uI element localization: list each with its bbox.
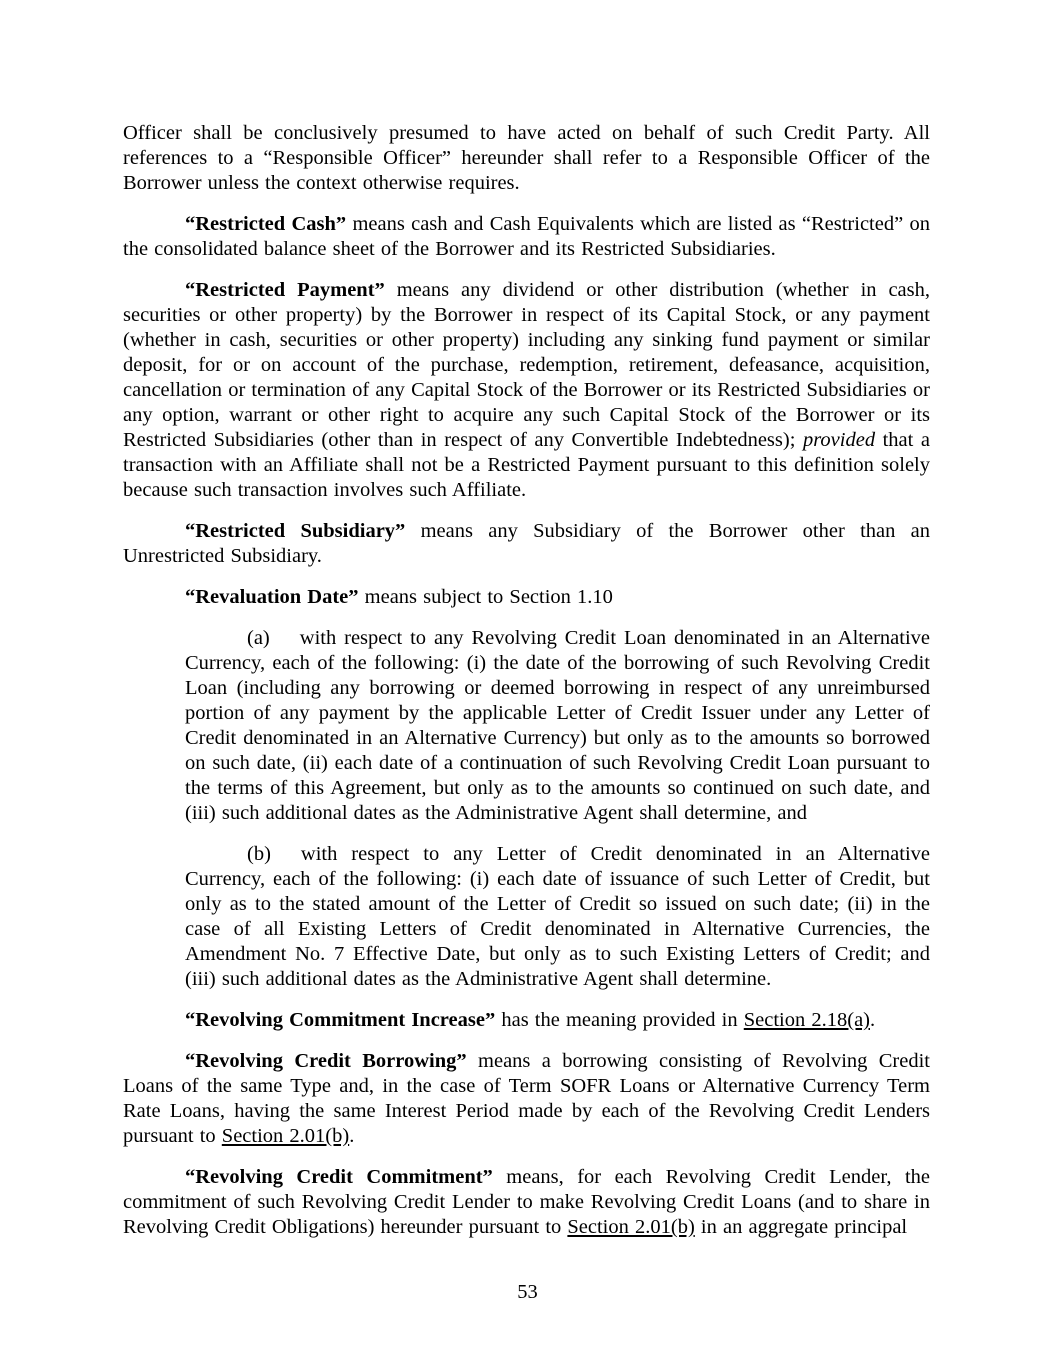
- paragraph-restricted-cash: [123, 212, 930, 262]
- body-text: .: [349, 1125, 355, 1147]
- body-text: that a transaction with an Affiliate shall not be a Restricted Payment pursuant to this definition solely because such transaction involves such Affiliate.: [123, 429, 930, 501]
- body-text: means any Subsidiary of the Borrower other than an Unrestricted Subsidiary.: [123, 520, 931, 567]
- paragraph-clause-a: [185, 626, 930, 826]
- paragraph-restricted-subsidiary: [123, 519, 930, 569]
- paragraph-revolving-credit-commitment: [123, 1165, 930, 1240]
- body-text: means subject to Section 1.10: [358, 586, 613, 608]
- body-text: means a borrowing consisting of Revolving Credit Loans of the same Type and, in the case of Term SOFR Loans or Alternative Currency Term Rate Loans, having the same Interest Period made by each of the Revolving Credit Lenders pursuant to: [123, 1050, 931, 1147]
- body-text: with respect to any Letter of Credit denominated in an Alternative Currency, each of the following: (i) each date of issuance of such Letter of Credit, but only as to the stated amount of the Letter of Credit so issued on such date; (ii) in the case of all Existing Letters of Credit denominated in Alternative Currencies, the Amendment No. 7 Effective Date, but only as to such Existing Letters of Credit; and (iii) such additional dates as the Administrative Agent shall determine.: [185, 843, 930, 990]
- defined-term: “Revolving Commitment Increase”: [185, 1009, 496, 1031]
- paragraph-clause-b: [185, 842, 930, 992]
- document-body: [123, 121, 930, 1256]
- body-text: Officer shall be conclusively presumed to have acted on behalf of such Credit Party. All references to a “Responsible Officer” hereunder shall refer to a Responsible Officer of the Borrower unless the context otherwise requires.: [123, 122, 930, 194]
- defined-term: “Revolving Credit Borrowing”: [185, 1050, 467, 1072]
- body-text: means, for each Revolving Credit Lender, the commitment of such Revolving Credit Lender to make Revolving Credit Loans (and to share in Revolving Credit Obligations) hereunder pursuant to: [123, 1166, 931, 1238]
- body-text: means cash and Cash Equivalents which are listed as “Restricted” on the consolidated balance sheet of the Borrower and its Restricted Subsidiaries.: [123, 213, 930, 260]
- clause-letter: (b): [247, 843, 271, 865]
- paragraph-revaluation-date: [123, 585, 930, 610]
- clause-letter: (a): [247, 627, 270, 649]
- defined-term: “Revolving Credit Commitment”: [185, 1166, 493, 1188]
- paragraph-restricted-payment: [123, 278, 930, 503]
- body-text: has the meaning provided in: [495, 1009, 744, 1031]
- defined-term: “Restricted Payment”: [185, 279, 385, 301]
- section-reference-link[interactable]: Section 2.18(a): [743, 1009, 870, 1031]
- paragraph-revolving-credit-borrowing: [123, 1049, 930, 1149]
- body-text: in an aggregate principal: [694, 1216, 908, 1238]
- page-number: 53: [517, 1281, 538, 1303]
- defined-term: “Revaluation Date”: [185, 586, 359, 608]
- proviso-italic: provided: [802, 429, 876, 451]
- body-text: .: [870, 1009, 876, 1031]
- section-reference-link[interactable]: Section 2.01(b): [567, 1216, 695, 1238]
- body-text: means any dividend or other distribution (whether in cash, securities or other property) by the Borrower in respect of its Capital Stock, or any payment (whether in cash, securities or other property) including any sinking fund payment or similar deposit, for or on account of the purchase, redemption, retirement, defeasance, acquisition, cancellation or termination of any Capital Stock of the Borrower or its Restricted Subsidiaries or any option, warrant or other right to acquire any such Capital Stock of the Borrower or its Restricted Subsidiaries (other than in respect of any Convertible Indebtedness);: [123, 279, 930, 451]
- body-text: with respect to any Revolving Credit Loan denominated in an Alternative Currency, each of the following: (i) the date of the borrowing of such Revolving Credit Loan (including any borrowing or deemed borrowing in respect of any unreimbursed portion of any payment by the applicable Letter of Credit Issuer under any Letter of Credit denominated in an Alternative Currency) but only as to the amounts so borrowed on such date, (ii) each date of a continuation of such Revolving Credit Loan pursuant to the terms of this Agreement, but only as to the amounts so continued on such date, and (iii) such additional dates as the Administrative Agent shall determine, and: [185, 627, 930, 824]
- paragraph-continuation: [123, 121, 930, 196]
- section-reference-link[interactable]: Section 2.01(b): [221, 1125, 350, 1147]
- paragraph-revolving-commitment-increase: [123, 1008, 930, 1033]
- defined-term: “Restricted Cash”: [185, 213, 347, 235]
- defined-term: “Restricted Subsidiary”: [185, 520, 406, 542]
